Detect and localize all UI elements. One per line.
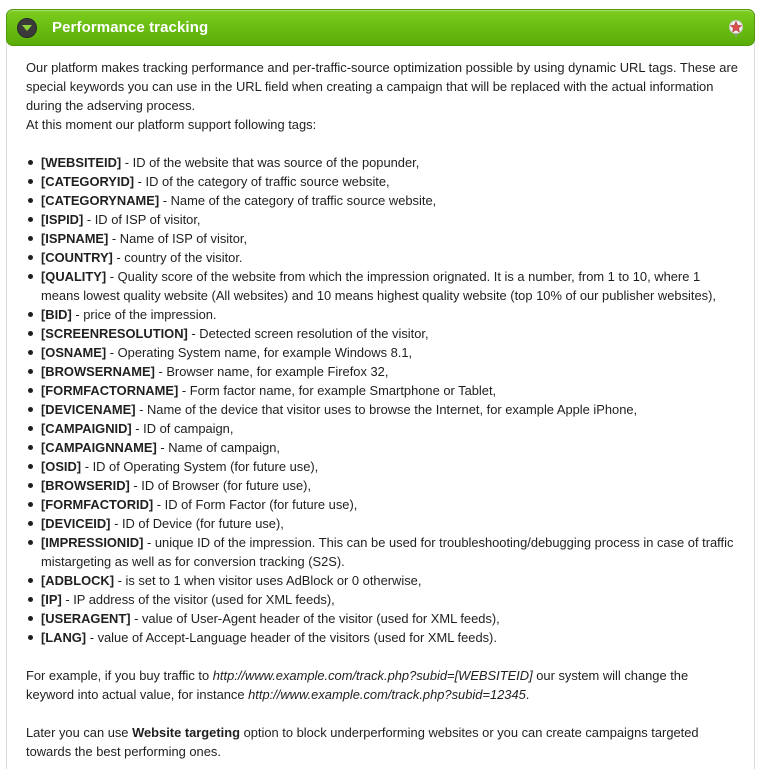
tag-keyword: [WEBSITEID] <box>41 155 122 170</box>
tag-keyword: [CAMPAIGNID] <box>41 421 132 436</box>
example-middle: our system will change the keyword into actual value, for instance <box>26 668 689 702</box>
tag-list-item <box>41 248 738 267</box>
performance-tracking-panel <box>6 9 755 769</box>
tag-description: - IP address of the visitor (used for XML feeds), <box>61 592 335 607</box>
tag-description: - value of User-Agent header of the visitor (used for XML feeds), <box>130 611 500 626</box>
tag-description: - Operating System name, for example Windows 8.1, <box>106 345 413 360</box>
tag-keyword: [FORMFACTORNAME] <box>41 383 179 398</box>
tag-list-item <box>41 229 738 248</box>
tag-list-item <box>41 153 738 172</box>
tag-keyword: [DEVICENAME] <box>41 402 136 417</box>
tag-keyword: [CAMPAIGNNAME] <box>41 440 157 455</box>
tag-keyword: [FORMFACTORID] <box>41 497 154 512</box>
example-paragraph <box>26 666 738 704</box>
tag-description: - ID of Browser (for future use), <box>129 478 312 493</box>
tag-list <box>26 153 738 647</box>
example-prefix: For example, if you buy traffic to <box>26 668 213 683</box>
tag-keyword: [OSNAME] <box>41 345 107 360</box>
tag-keyword: [ADBLOCK] <box>41 573 115 588</box>
tag-list-item <box>41 476 738 495</box>
tag-list-item <box>41 210 738 229</box>
tag-keyword: [DEVICEID] <box>41 516 111 531</box>
tag-list-item <box>41 267 738 305</box>
intro-paragraph: Our platform makes tracking performance and per-traffic-source optimization possible by using dynamic URL tags. These are special keywords you can use in the URL field when creating a campaign that will be replaced with the actual information during the adserving process. <box>26 60 738 113</box>
panel-content <box>26 58 738 761</box>
tag-description: - Name of the device that visitor uses to browse the Internet, for example Apple iPhone, <box>135 402 638 417</box>
tag-description: - Name of campaign, <box>156 440 280 455</box>
tag-keyword: [BROWSERNAME] <box>41 364 155 379</box>
tag-description: - ID of Form Factor (for future use), <box>153 497 358 512</box>
tag-list-item <box>41 438 738 457</box>
tag-description: - is set to 1 when visitor uses AdBlock or 0 otherwise, <box>114 573 422 588</box>
tag-keyword: [OSID] <box>41 459 82 474</box>
tag-list-item <box>41 191 738 210</box>
tag-description: - country of the visitor. <box>112 250 243 265</box>
tag-description: - ID of Device (for future use), <box>110 516 284 531</box>
tag-description: - ID of ISP of visitor, <box>83 212 201 227</box>
panel-header[interactable] <box>6 9 755 46</box>
tag-description: - Name of the category of traffic source website, <box>159 193 437 208</box>
tag-keyword: [BID] <box>41 307 72 322</box>
tag-list-item <box>41 343 738 362</box>
tag-keyword: [CATEGORYNAME] <box>41 193 160 208</box>
tag-list-item <box>41 400 738 419</box>
example-url-template: http://www.example.com/track.php?subid=[WEBSITEID] <box>212 668 533 683</box>
tag-description: - Name of ISP of visitor, <box>108 231 248 246</box>
website-targeting-term: Website targeting <box>132 725 240 740</box>
tag-list-item <box>41 324 738 343</box>
chevron-down-icon[interactable] <box>17 18 37 38</box>
intro-tags-lead: At this moment our platform support following tags: <box>26 117 317 132</box>
tag-list-item <box>41 609 738 628</box>
pin-icon[interactable] <box>727 18 745 38</box>
tag-list-item <box>41 628 738 647</box>
tag-description: - price of the impression. <box>71 307 217 322</box>
tag-list-item <box>41 457 738 476</box>
tag-list-item <box>41 362 738 381</box>
outro-paragraph <box>26 723 738 761</box>
tag-description: - ID of the category of traffic source website, <box>134 174 390 189</box>
panel-title: Performance tracking <box>52 19 209 36</box>
tag-description: - value of Accept-Language header of the visitors (used for XML feeds). <box>86 630 497 645</box>
tag-keyword: [ISPID] <box>41 212 84 227</box>
tag-description: - unique ID of the impression. This can be used for troubleshooting/debugging process in case of traffic mistargeting as well as for conversion tracking (S2S). <box>41 535 734 569</box>
tag-list-item <box>41 381 738 400</box>
tag-list-item <box>41 172 738 191</box>
tag-description: - Browser name, for example Firefox 32, <box>154 364 389 379</box>
tag-keyword: [QUALITY] <box>41 269 107 284</box>
tag-description: - Form factor name, for example Smartphone or Tablet, <box>178 383 497 398</box>
tag-keyword: [BROWSERID] <box>41 478 130 493</box>
tag-keyword: [COUNTRY] <box>41 250 113 265</box>
tag-keyword: [CATEGORYID] <box>41 174 135 189</box>
tag-keyword: [IP] <box>41 592 62 607</box>
tag-keyword: [ISPNAME] <box>41 231 109 246</box>
tag-list-item <box>41 514 738 533</box>
tag-list-item <box>41 419 738 438</box>
tag-description: - ID of Operating System (for future use), <box>81 459 319 474</box>
tag-keyword: [USERAGENT] <box>41 611 131 626</box>
tag-description: - ID of campaign, <box>131 421 234 436</box>
tag-list-item <box>41 305 738 324</box>
tag-description: - Detected screen resolution of the visitor, <box>187 326 429 341</box>
tag-keyword: [SCREENRESOLUTION] <box>41 326 188 341</box>
tag-keyword: [IMPRESSIONID] <box>41 535 144 550</box>
outro-suffix: option to block underperforming websites or you can create campaigns targeted towards the best performing ones. <box>26 725 699 759</box>
example-url-result: http://www.example.com/track.php?subid=12345 <box>248 687 526 702</box>
example-suffix: . <box>525 687 530 702</box>
tag-list-item <box>41 533 738 571</box>
outro-prefix: Later you can use <box>26 725 133 740</box>
tag-description: - Quality score of the website from which the impression orignated. It is a number, from 1 to 10, where 1 means lowest quality website (All websites) and 10 means highest quality website (top 10% of our publisher websites), <box>41 269 716 303</box>
tag-list-item <box>41 495 738 514</box>
tag-description: - ID of the website that was source of the popunder, <box>121 155 420 170</box>
tag-list-item <box>41 571 738 590</box>
tag-list-item <box>41 590 738 609</box>
tag-keyword: [LANG] <box>41 630 87 645</box>
